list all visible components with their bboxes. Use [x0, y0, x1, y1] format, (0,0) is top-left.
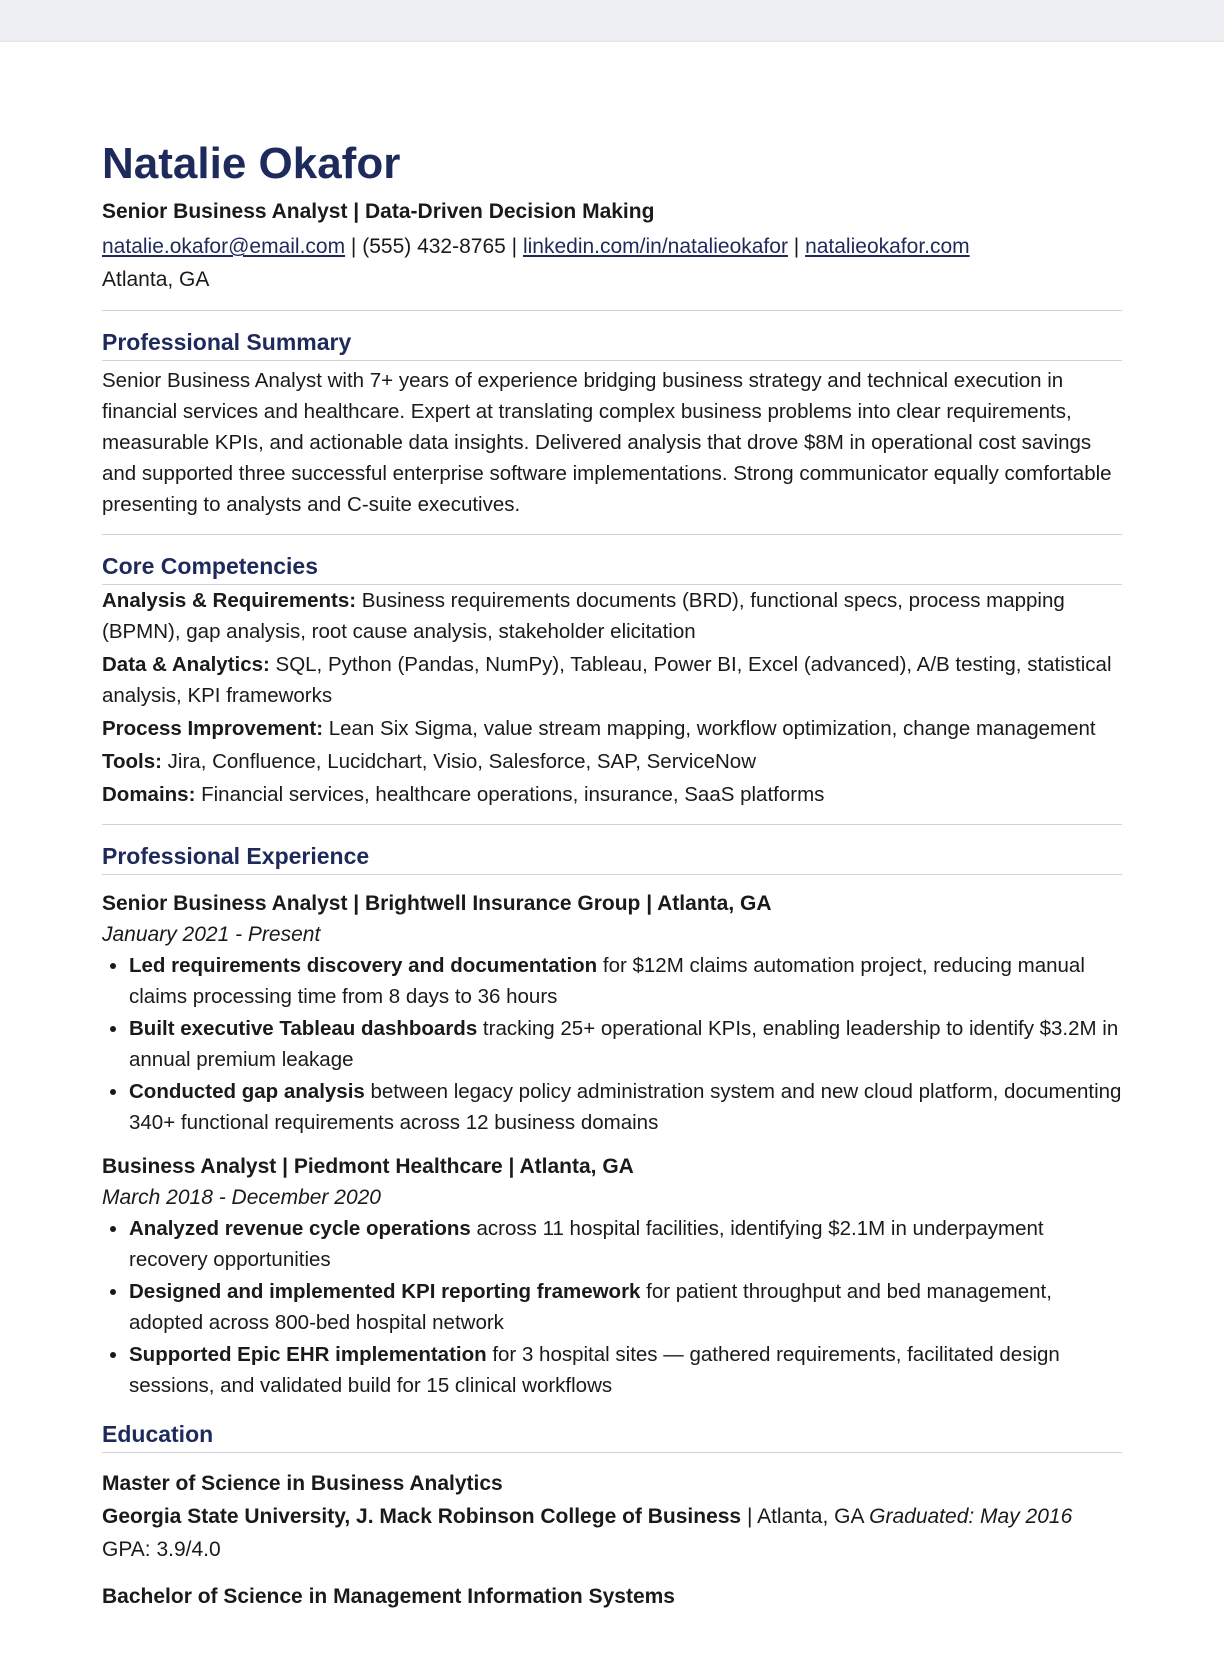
website-link[interactable]: natalieokafor.com: [805, 235, 970, 258]
competency-item: [102, 585, 1122, 647]
headline: Senior Business Analyst | Data-Driven Decision Making: [102, 200, 655, 223]
job-dates: March 2018 - December 2020: [102, 1186, 381, 1209]
job-bullet: [129, 1214, 1122, 1275]
job-entry: [102, 889, 1122, 1138]
bullet-lead: Conducted gap analysis: [129, 1080, 365, 1103]
resume-content: [102, 140, 1122, 1613]
job-entry: [102, 1152, 1122, 1401]
job-bullet: [129, 1014, 1122, 1075]
bullet-text: across 11 hospital facilities, identifying $2.1M in underpayment recovery opportunities: [129, 1217, 1044, 1271]
competency-label: Process Improvement:: [102, 717, 324, 740]
education-heading: Education: [102, 1403, 1122, 1453]
job-dates: January 2021 - Present: [102, 923, 321, 946]
competency-item: [102, 746, 1122, 777]
summary-text: Senior Business Analyst with 7+ years of experience bridging business strategy and technical execution in financial services and healthcare. Expert at translating complex business problems into clear requirements, measurable KPIs, and actionable data insights. Delivered analysis that drove $8M in operational cost savings and supported three successful enterprise software implementations. Strong communicator equally comfortable presenting to analysts and C-suite executives.: [102, 369, 1112, 516]
summary-heading: Professional Summary: [102, 311, 1122, 361]
contact-line: [102, 230, 1122, 263]
competency-label: Domains:: [102, 783, 196, 806]
competency-text: Business requirements documents (BRD), functional specs, process mapping (BPMN), gap analysis, root cause analysis, stakeholder elicitation: [102, 589, 1065, 643]
candidate-name: Natalie Okafor: [102, 139, 401, 188]
job-bullet: [129, 1277, 1122, 1338]
resume-page: [0, 42, 1224, 1680]
competency-label: Analysis & Requirements:: [102, 589, 357, 612]
degree: Bachelor of Science in Management Information Systems: [102, 1585, 675, 1608]
competency-text: Financial services, healthcare operations, insurance, SaaS platforms: [195, 783, 825, 806]
bullet-text: for patient throughput and bed management, adopted across 800-bed hospital network: [129, 1280, 1052, 1334]
bullet-lead: Designed and implemented KPI reporting framework: [129, 1280, 641, 1303]
job-title: Business Analyst | Piedmont Healthcare | Atlanta, GA: [102, 1155, 634, 1178]
school-line: [102, 1500, 1122, 1533]
bullet-lead: Supported Epic EHR implementation: [129, 1343, 487, 1366]
bullet-text: between legacy policy administration system and new cloud platform, documenting 340+ functional requirements across 12 business domains: [129, 1080, 1122, 1134]
competency-item: [102, 649, 1122, 711]
job-bullet: [129, 1077, 1122, 1138]
job-bullets: [102, 1214, 1122, 1401]
job-title: Senior Business Analyst | Brightwell Insurance Group | Atlanta, GA: [102, 892, 772, 915]
location: Atlanta, GA: [102, 268, 210, 291]
competency-text: Jira, Confluence, Lucidchart, Visio, Salesforce, SAP, ServiceNow: [161, 750, 756, 773]
bullet-lead: Led requirements discovery and documentation: [129, 954, 598, 977]
degree: Master of Science in Business Analytics: [102, 1472, 503, 1495]
school-name: Georgia State University, J. Mack Robinson College of Business: [102, 1505, 742, 1528]
gpa: GPA: 3.9/4.0: [102, 1538, 221, 1561]
contact-separator: |: [505, 235, 523, 258]
graduation-date: Graduated: May 2016: [869, 1505, 1073, 1528]
competency-text: SQL, Python (Pandas, NumPy), Tableau, Power BI, Excel (advanced), A/B testing, statistical analysis, KPI frameworks: [102, 653, 1112, 707]
competency-item: [102, 779, 1122, 810]
bullet-text: for 3 hospital sites — gathered requirements, facilitated design sessions, and validated build for 15 clinical workflows: [129, 1343, 1060, 1397]
contact-separator: |: [787, 235, 806, 258]
competencies-heading: Core Competencies: [102, 535, 1122, 585]
email-link[interactable]: natalie.okafor@email.com: [102, 235, 346, 258]
linkedin-link[interactable]: linkedin.com/in/natalieokafor: [522, 235, 788, 258]
contact-separator: |: [345, 235, 363, 258]
education-entry: [102, 1580, 1122, 1613]
experience-heading: Professional Experience: [102, 825, 1122, 875]
phone-number: (555) 432-8765: [362, 235, 506, 258]
competency-text: Lean Six Sigma, value stream mapping, workflow optimization, change management: [323, 717, 1096, 740]
job-bullets: [102, 951, 1122, 1138]
competency-label: Tools:: [102, 750, 162, 773]
job-bullet: [129, 951, 1122, 1012]
competency-label: Data & Analytics:: [102, 653, 270, 676]
bullet-text: tracking 25+ operational KPIs, enabling leadership to identify $3.2M in annual premium leakage: [129, 1017, 1119, 1071]
bullet-text: for $12M claims automation project, reducing manual claims processing time from 8 days to 36 hours: [129, 954, 1085, 1008]
bullet-lead: Analyzed revenue cycle operations: [129, 1217, 471, 1240]
competency-item: [102, 713, 1122, 744]
job-bullet: [129, 1340, 1122, 1401]
education-entry: [102, 1467, 1122, 1566]
school-location: | Atlanta, GA: [741, 1505, 870, 1528]
bullet-lead: Built executive Tableau dashboards: [129, 1017, 478, 1040]
